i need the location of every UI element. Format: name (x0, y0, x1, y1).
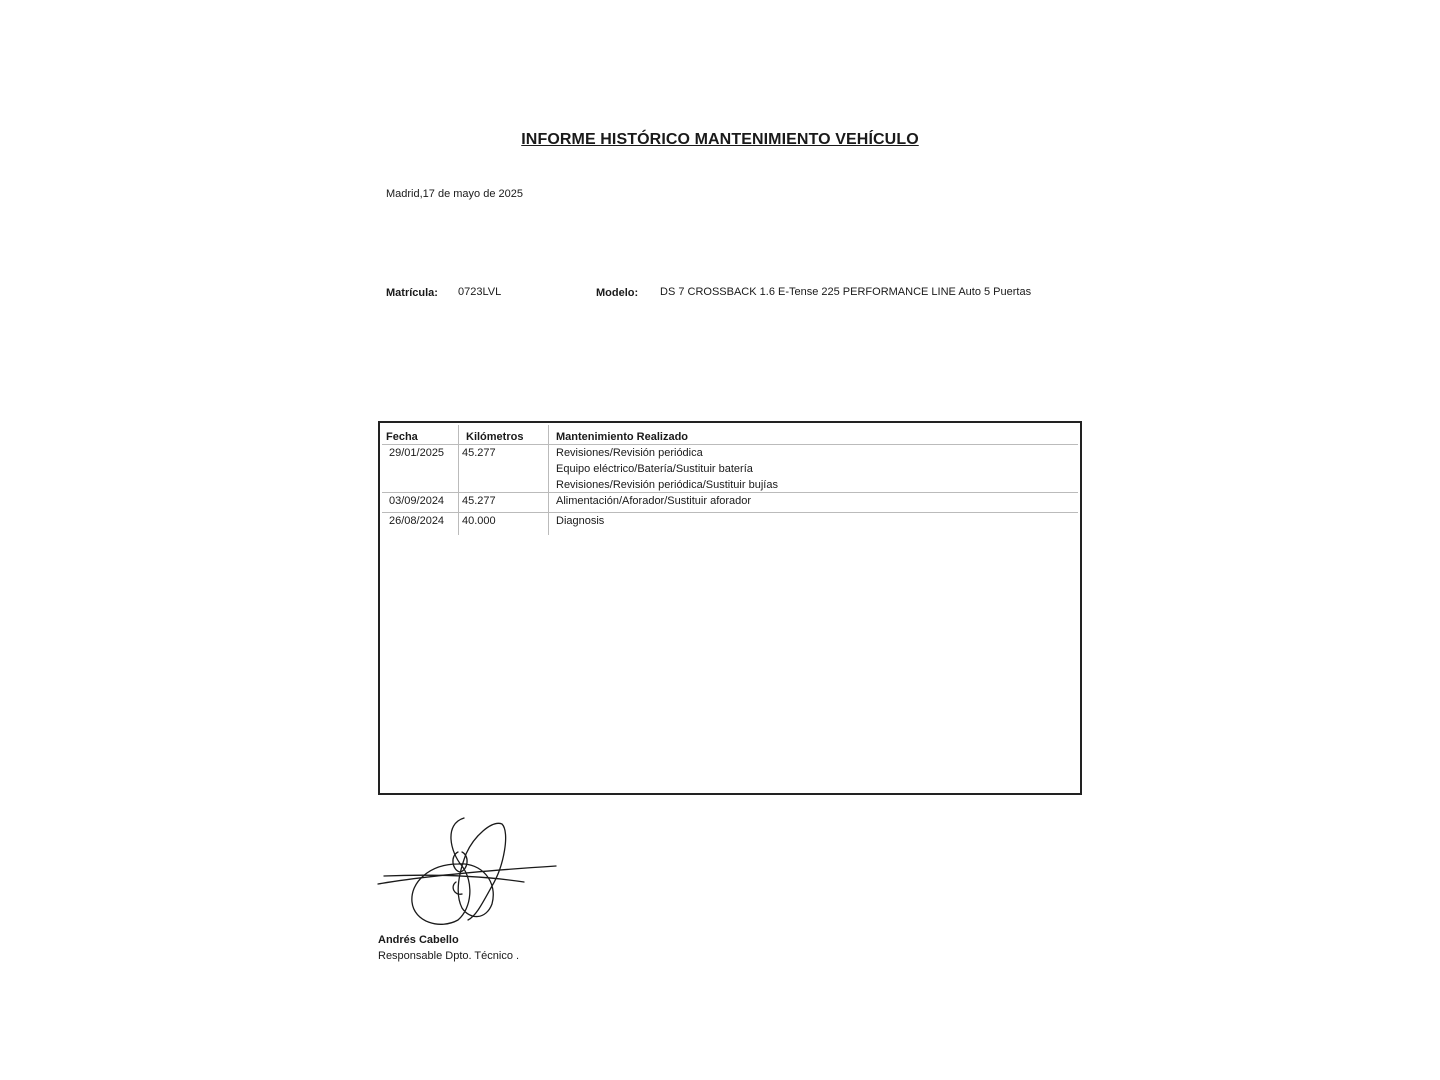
column-divider (548, 425, 549, 535)
row-date: 26/08/2024 (389, 515, 445, 527)
model-label: Modelo: (596, 287, 639, 299)
report-title: INFORME HISTÓRICO MANTENIMIENTO VEHÍCULO (521, 131, 919, 148)
row-km: 40.000 (462, 515, 496, 527)
header-divider (382, 444, 1078, 445)
row-date: 29/01/2025 (389, 447, 445, 459)
row-maintenance-item: Alimentación/Aforador/Sustituir aforador (556, 495, 752, 507)
row-divider (382, 492, 1078, 493)
row-divider (382, 512, 1078, 513)
header-date: Fecha (386, 431, 418, 443)
row-maintenance-item: Revisiones/Revisión periódica/Sustituir bujías (556, 479, 778, 491)
model-value: DS 7 CROSSBACK 1.6 E-Tense 225 PERFORMANCE LINE Auto 5 Puertas (660, 286, 1032, 298)
signer-name: Andrés Cabello (378, 934, 459, 946)
maintenance-table (378, 421, 1082, 795)
row-km: 45.277 (462, 447, 496, 459)
row-maintenance-item: Revisiones/Revisión periódica (556, 447, 703, 459)
row-date: 03/09/2024 (389, 495, 445, 507)
header-km: Kilómetros (466, 431, 524, 443)
plate-value: 0723LVL (458, 286, 502, 298)
row-maintenance-item: Equipo eléctrico/Batería/Sustituir batería (556, 463, 753, 475)
column-divider (458, 425, 459, 535)
row-km: 45.277 (462, 495, 496, 507)
header-maintenance: Mantenimiento Realizado (556, 431, 689, 443)
report-date: Madrid,17 de mayo de 2025 (386, 188, 523, 200)
plate-label: Matrícula: (386, 287, 438, 299)
signature-image (374, 812, 564, 932)
row-maintenance-item: Diagnosis (556, 515, 605, 527)
signer-role: Responsable Dpto. Técnico . (378, 950, 520, 962)
